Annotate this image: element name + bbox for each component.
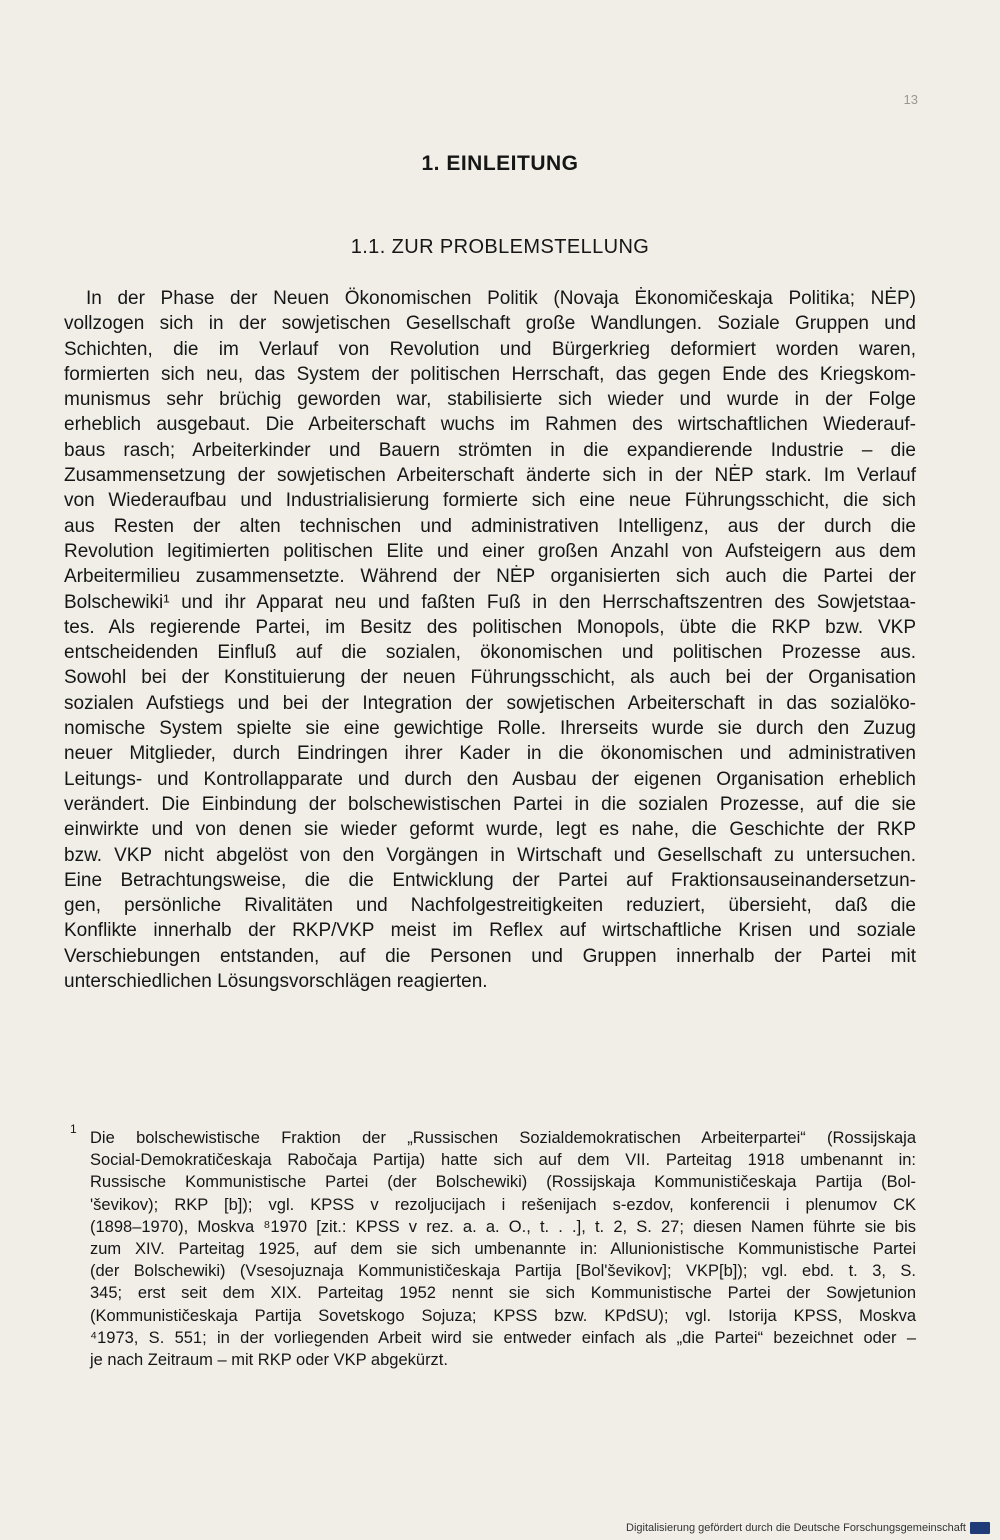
body-line: sozialen Aufstiegs und bei der Integration der sowjetischen Arbeiterschaft in das sozialöko- — [64, 692, 916, 714]
body-line: entscheidenden Einfluß auf die sozialen, ökonomischen und politischen Prozesse aus. — [64, 642, 916, 664]
footnote-marker: 1 — [70, 1122, 77, 1136]
digitization-note: Digitalisierung gefördert durch die Deutsche Forschungsgemeinschaft — [626, 1522, 966, 1534]
footnote — [64, 1122, 916, 1371]
footnote-line: (der Bolschewiki) (Vsesojuznaja Kommunističeskaja Partija [Bol'ševikov]; VKP[b]); vgl. ebd. t. 3, S. — [90, 1262, 916, 1281]
body-line: munismus sehr brüchig geworden war, stabilisierte sich wieder und wurde in der Folge — [64, 389, 916, 411]
footnote-line: (Kommunističeskaja Partija Sovetskogo Sojuza; KPSS bzw. KPdSU); vgl. Istorija KPSS, Moskva — [90, 1306, 916, 1325]
body-line: Konflikte innerhalb der RKP/VKP meist im Reflex auf wirtschaftliche Krisen und soziale — [64, 920, 916, 942]
body-line: Verschiebungen entstanden, auf die Personen und Gruppen innerhalb der Partei mit — [64, 945, 916, 967]
footnote-line: Russische Kommunistische Partei (der Bolschewiki) (Rossijskaja Kommunističeskaja Partija (Bol- — [90, 1173, 916, 1192]
body-line: formierten sich neu, das System der politischen Herrschaft, das gegen Ende des Kriegskom- — [64, 363, 916, 385]
body-line: erheblich ausgebaut. Die Arbeiterschaft wuchs im Rahmen des wirtschaftlichen Wiederauf- — [64, 414, 916, 436]
footnote-line: 345; erst seit dem XIX. Parteitag 1952 nennt sie sich Kommunistische Partei der Sowjetunion — [90, 1284, 916, 1303]
footnote-line: 'ševikov); RKP [b]); vgl. KPSS v rezoljucijach i rešenijach s-ezdov, konferencii i plenumov CK — [90, 1195, 916, 1214]
footnote-line: je nach Zeitraum – mit RKP oder VKP abgekürzt. — [90, 1350, 448, 1369]
body-line: nomische System spielte sie eine gewichtige Rolle. Ihrerseits wurde sie durch den Zuzug — [64, 718, 916, 740]
body-line: baus rasch; Arbeiterkinder und Bauern strömten in die expandierende Industrie – die — [64, 439, 916, 461]
body-line: neuer Mitglieder, durch Eindringen ihrer Kader in die ökonomischen und administrativen — [64, 743, 916, 765]
body-line: Bolschewiki¹ und ihr Apparat neu und faßten Fuß in den Herrschaftszentren des Sowjetstaa- — [64, 591, 916, 613]
body-line: gen, persönliche Rivalitäten und Nachfolgestreitigkeiten reduziert, übersieht, daß die — [64, 895, 916, 917]
body-line: Arbeitermilieu zusammensetzte. Während der NĖP organisierten sich auch die Partei der — [64, 566, 916, 588]
body-line: Leitungs- und Kontrollapparate und durch den Ausbau der eigenen Organisation erheblich — [64, 768, 916, 790]
body-line: aus Resten der alten technischen und administrativen Intelligenz, aus der durch die — [64, 515, 916, 537]
footnote-line: (1898–1970), Moskva ⁸1970 [zit.: KPSS v rez. a. a. O., t. . .], t. 2, S. 27; diesen Namen führte sie bis — [90, 1217, 916, 1236]
body-line: verändert. Die Einbindung der bolschewistischen Partei in die sozialen Prozesse, auf die sie — [64, 793, 916, 815]
body-line: Sowohl bei der Konstituierung der neuen Führungsschicht, als auch bei der Organisation — [64, 667, 916, 689]
chapter-title: 1. EINLEITUNG — [421, 152, 579, 175]
body-line: In der Phase der Neuen Ökonomischen Politik (Novaja Ėkonomičeskaja Politika; NĖP) — [86, 288, 916, 309]
body-text — [64, 286, 916, 994]
body-line: Zusammensetzung der sowjetischen Arbeiterschaft änderte sich in der NĖP stark. Im Verlauf — [64, 465, 916, 487]
footnote-line: Social-Demokratičeskaja Rabočaja Partija) hatte sich auf dem VII. Parteitag 1918 umbenannt in: — [90, 1151, 916, 1170]
section-title: 1.1. ZUR PROBLEMSTELLUNG — [350, 236, 650, 258]
dfg-logo — [970, 1522, 990, 1534]
footnote-line: Die bolschewistische Fraktion der „Russischen Sozialdemokratischen Arbeiterpartei“ (Rossijskaja — [90, 1129, 916, 1147]
body-line: tes. Als regierende Partei, im Besitz des politischen Monopols, übte die RKP bzw. VKP — [64, 616, 916, 638]
body-line: Schichten, die im Verlauf von Revolution und Bürgerkrieg deformiert worden waren, — [64, 338, 916, 360]
page-number: 13 — [903, 92, 918, 107]
body-line: unterschiedlichen Lösungsvorschlägen reagierten. — [64, 971, 488, 993]
footnote-line: ⁴1973, S. 551; in der vorliegenden Arbeit wird sie entweder einfach als „die Partei“ bezeichnet oder – — [90, 1328, 916, 1347]
body-line: vollzogen sich in der sowjetischen Gesellschaft große Wandlungen. Soziale Gruppen und — [64, 313, 916, 335]
digitization-credit — [626, 1522, 990, 1534]
body-line: Revolution legitimierten politischen Elite und einer großen Anzahl von Aufsteigern aus dem — [64, 540, 916, 562]
body-line: Eine Betrachtungsweise, die die Entwicklung der Partei auf Fraktionsauseinandersetzun- — [64, 869, 916, 891]
footnote-line: zum XIV. Parteitag 1925, auf dem sie sich umbenannte in: Allunionistische Kommunistische Partei — [90, 1239, 916, 1258]
body-line: einwirkte und von denen sie wieder geformt wurde, legt es nahe, die Geschichte der RKP — [64, 819, 916, 841]
body-line: bzw. VKP nicht abgelöst von den Vorgängen in Wirtschaft und Gesellschaft zu untersuchen. — [64, 844, 916, 866]
body-line: von Wiederaufbau und Industrialisierung formierte sich eine neue Führungsschicht, die sich — [64, 490, 916, 512]
